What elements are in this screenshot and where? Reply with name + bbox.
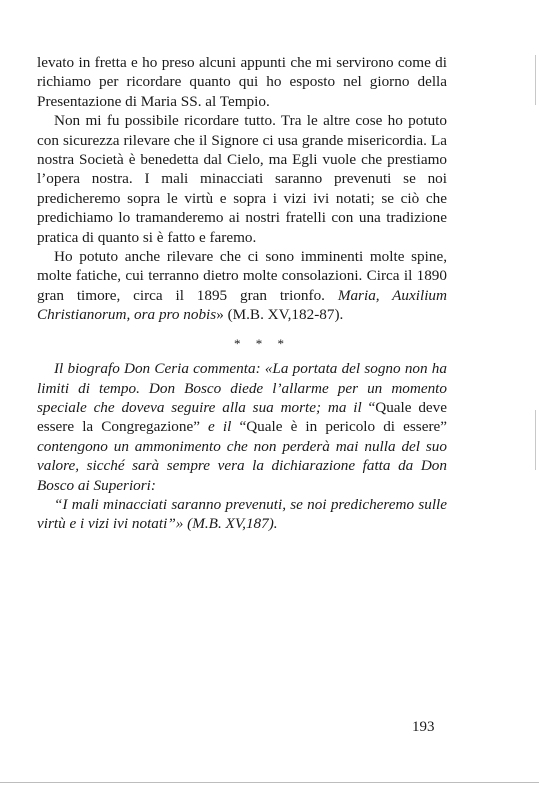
commentary-part-3: contengono un ammonimento che non perderà mai nulla del suo valore, sicché sarà sempre vera la dichiarazione fatta da Don Bosco ai Superiori: xyxy=(37,437,447,494)
bottom-edge-line xyxy=(0,782,539,783)
paragraph-1: levato in fretta e ho preso alcuni appunti che mi servirono come di richiamo per ricordare quanto qui ho esposto nel giorno della Presentazione di Maria SS. al Tempio. xyxy=(37,54,447,110)
right-edge-mark xyxy=(535,410,536,470)
paragraph-2: Non mi fu possibile ricordare tutto. Tra le altre cose ho potuto con sicurezza rilevare che il Signore ci usa grande misericordia. La nostra Società è benedetta dal Cielo, ma Egli vuole che prestiamo l’opera nostra. I mali minacciati saranno prevenuti se noi predicheremo sopra le virtù e sopra i vizi ivi notati; se ciò che predichiamo lo tramanderemo ai nostri fratelli con una tradizione pratica di quanto si è fatto e faremo. xyxy=(37,112,447,246)
paragraph-3-italic: Maria, Auxilium Christianorum, ora pro nobis xyxy=(37,286,447,324)
page-number: 193 xyxy=(412,719,435,735)
section-separator: * * * xyxy=(234,335,290,351)
commentary-paragraph xyxy=(37,359,447,495)
paragraph-3 xyxy=(37,247,447,325)
right-edge-mark xyxy=(535,55,536,105)
commentary-roman-2: “Quale è in pericolo di essere” xyxy=(239,418,447,436)
paragraph-3-end: » (M.B. XV,182-87). xyxy=(216,306,344,324)
quote-paragraph: “I mali minacciati saranno prevenuti, se noi predicheremo sulle virtù e i vizi ivi notati”» (M.B. XV,187). xyxy=(37,495,447,533)
commentary-roman-1: “Quale deve essere la Congregazione” xyxy=(37,398,447,436)
paragraph-3-text: Ho potuto anche rilevare che ci sono imminenti molte spine, molte fatiche, cui terranno dietro molte consolazioni. Circa il 1890 gran timore, circa il 1895 gran trionfo. xyxy=(37,248,447,304)
commentary-part-1: Il biografo Don Ceria commenta: «La portata del sogno non ha limiti di tempo. Don Bosco diede l’allarme per un momento speciale che doveva seguire alla sua morte; ma il xyxy=(37,360,447,416)
commentary-part-2: e il xyxy=(199,418,240,436)
main-text xyxy=(37,53,447,534)
